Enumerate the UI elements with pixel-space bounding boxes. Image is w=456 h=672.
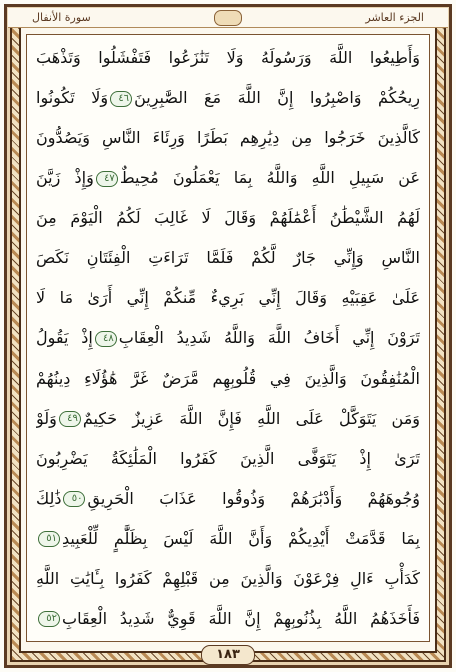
ayah-end-marker: ٥٢ [38,611,60,627]
page-footer [0,644,456,666]
header-medallion-icon [214,10,242,26]
verse-line: وُجُوهَهُمْ وَأَدْبَٰرَهُمْ وَذُوقُوا عَذَابَ الْحَرِيقِ٥٠ذَٰلِكَ [36,488,420,508]
page-header [8,8,448,28]
verse-line: وَمَن يَتَوَكَّلْ عَلَى اللَّهِ فَإِنَّ اللَّهَ عَزِيزٌ حَكِيمٌ٤٩وَلَوْ [36,408,420,428]
verse-line: تَرَىٰ إِذْ يَتَوَفَّى الَّذِينَ كَفَرُوا الْمَلَٰئِكَةُ يَضْرِبُونَ [36,448,420,468]
juz-name: الجزء العاشر [365,11,424,24]
ayah-end-marker: ٤٩ [59,411,81,427]
verse-lines [36,40,420,636]
surah-name: سورة الأنفال [32,11,91,24]
verse-line: عَلَىٰ عَقِبَيْهِ وَقَالَ إِنِّي بَرِيءٌ مِّنكُمْ إِنِّي أَرَىٰ مَا لَا [36,288,420,308]
verse-line: النَّاسِ وَإِنِّي جَارٌ لَّكُمْ فَلَمَّا تَرَاءَتِ الْفِئَتَانِ نَكَصَ [36,248,420,268]
verse-line: تَرَوْنَ إِنِّي أَخَافُ اللَّهَ وَاللَّهُ شَدِيدُ الْعِقَابِ٤٨إِذْ يَقُولُ [36,328,420,348]
verse-line: وَأَطِيعُوا اللَّهَ وَرَسُولَهُ وَلَا تَنَٰزَعُوا فَتَفْشَلُوا وَتَذْهَبَ [36,48,420,67]
ayah-end-marker: ٥١ [38,531,60,547]
verse-line: فَأَخَذَهُمُ اللَّهُ بِذُنُوبِهِمْ إِنَّ اللَّهَ قَوِيٌّ شَدِيدُ الْعِقَابِ٥٢ [36,601,420,636]
ayah-end-marker: ٤٦ [110,91,132,107]
ayah-end-marker: ٥٠ [63,491,85,507]
verse-line: كَدَأْبِ ءَالِ فِرْعَوْنَ وَالَّذِينَ مِن قَبْلِهِمْ كَفَرُوا بِـَٔايَٰتِ اللَّهِ [36,568,420,588]
page-number: ١٨٣ [201,645,255,665]
verse-line: عَن سَبِيلِ اللَّهِ وَاللَّهُ بِمَا يَعْمَلُونَ مُحِيطٌ٤٧وَإِذْ زَيَّنَ [36,168,420,188]
verse-line: لَهُمُ الشَّيْطَٰنُ أَعْمَٰلَهُمْ وَقَالَ لَا غَالِبَ لَكُمُ الْيَوْمَ مِنَ [36,208,420,228]
ayah-end-marker: ٤٧ [96,171,118,187]
verse-line: كَالَّذِينَ خَرَجُوا مِن دِيَٰرِهِم بَطَرًا وَرِئَاءَ النَّاسِ وَيَصُدُّونَ [36,128,420,148]
verse-line: رِيحُكُمْ وَاصْبِرُوا إِنَّ اللَّهَ مَعَ الصَّٰبِرِينَ٤٦وَلَا تَكُونُوا [36,88,420,108]
verse-line: الْمُنَٰفِقُونَ وَالَّذِينَ فِي قُلُوبِهِم مَّرَضٌ غَرَّ هَٰؤُلَاءِ دِينُهُمْ [36,368,420,388]
verse-line: بِمَا قَدَّمَتْ أَيْدِيكُمْ وَأَنَّ اللَّهَ لَيْسَ بِظَلَّٰمٍ لِّلْعَبِيدِ٥١ [36,521,420,556]
ayah-end-marker: ٤٨ [95,331,117,347]
